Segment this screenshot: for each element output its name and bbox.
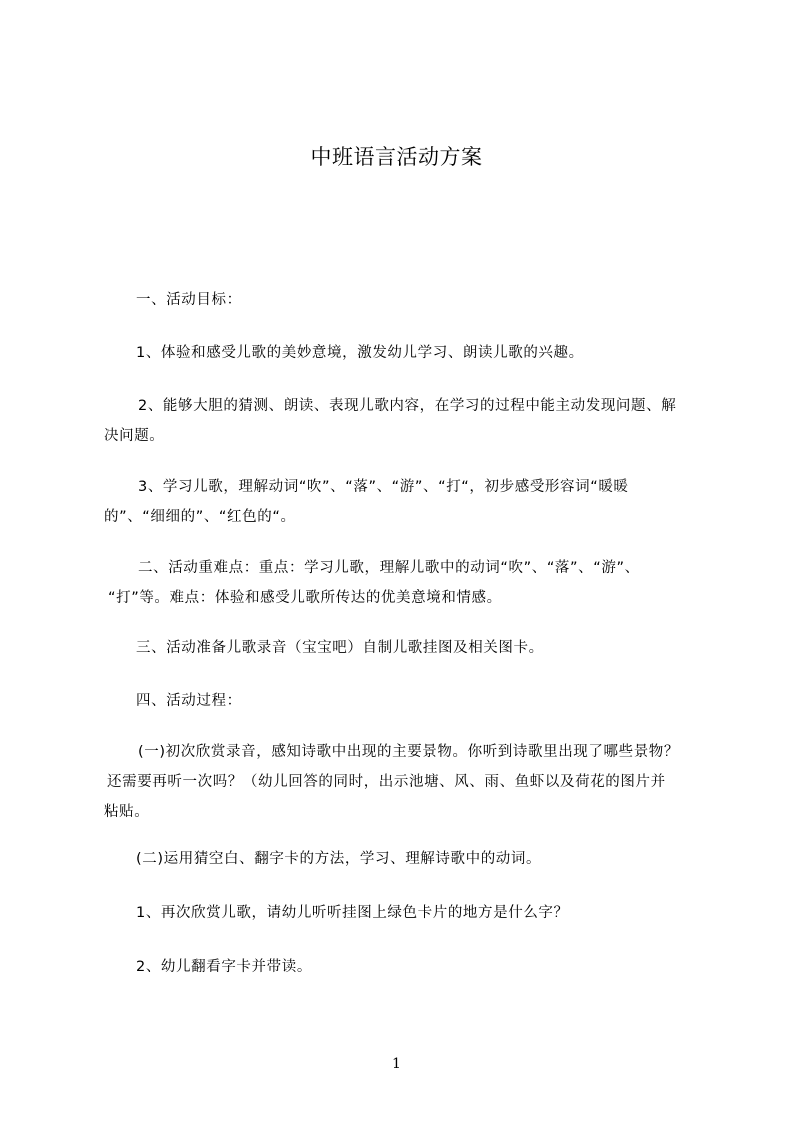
- goals-heading: 一、活动目标：: [136, 292, 242, 308]
- page-number: 1: [392, 1056, 401, 1072]
- process-heading: 四、活动过程：: [136, 693, 242, 709]
- goal-item-2-line-2: 决问题。: [104, 428, 165, 444]
- process-step-2-item-1: 1、再次欣赏儿歌，请幼儿听听挂图上绿色卡片的地方是什么字？: [136, 905, 569, 921]
- difficulty-line-2: “打”等。难点：体验和感受儿歌所传达的优美意境和情感。: [108, 590, 502, 606]
- process-step-1: [104, 737, 679, 827]
- process-step-1-line-1: (一)初次欣赏录音，感知诗歌中出现的主要景物。你听到诗歌里出现了哪些景物？: [138, 744, 680, 760]
- goal-item-2: [104, 391, 676, 451]
- difficulty-line-1: 二、活动重难点：重点：学习儿歌，理解儿歌中的动词“吹”、“落”、“游”、: [138, 560, 640, 576]
- process-step-1-line-3: 粘贴。: [104, 804, 150, 820]
- preparation-section: 三、活动准备儿歌录音（宝宝吧）自制儿歌挂图及相关图卡。: [136, 640, 544, 656]
- document-title: 中班语言活动方案: [310, 145, 483, 169]
- process-step-2: (二)运用猜空白、翻字卡的方法，学习、理解诗歌中的动词。: [136, 851, 542, 867]
- difficulty-section: [104, 553, 640, 613]
- process-step-2-item-2: 2、幼儿翻看字卡并带读。: [136, 959, 312, 975]
- goal-item-1: 1、体验和感受儿歌的美妙意境，激发幼儿学习、朗读儿歌的兴趣。: [136, 345, 584, 361]
- goal-item-3-line-1: 3、学习儿歌，理解动词“吹”、“落”、“游”、“打“，初步感受形容词“暖暖: [138, 479, 629, 495]
- goal-item-3: [104, 472, 629, 532]
- goal-item-3-line-2: 的”、“细细的”、“红色的“。: [104, 509, 296, 525]
- process-step-1-line-2: 还需要再听一次吗？（幼儿回答的同时，出示池塘、风、雨、鱼虾以及荷花的图片并: [107, 774, 666, 790]
- goal-item-2-line-1: 2、能够大胆的猜测、朗读、表现儿歌内容，在学习的过程中能主动发现问题、解: [138, 398, 677, 414]
